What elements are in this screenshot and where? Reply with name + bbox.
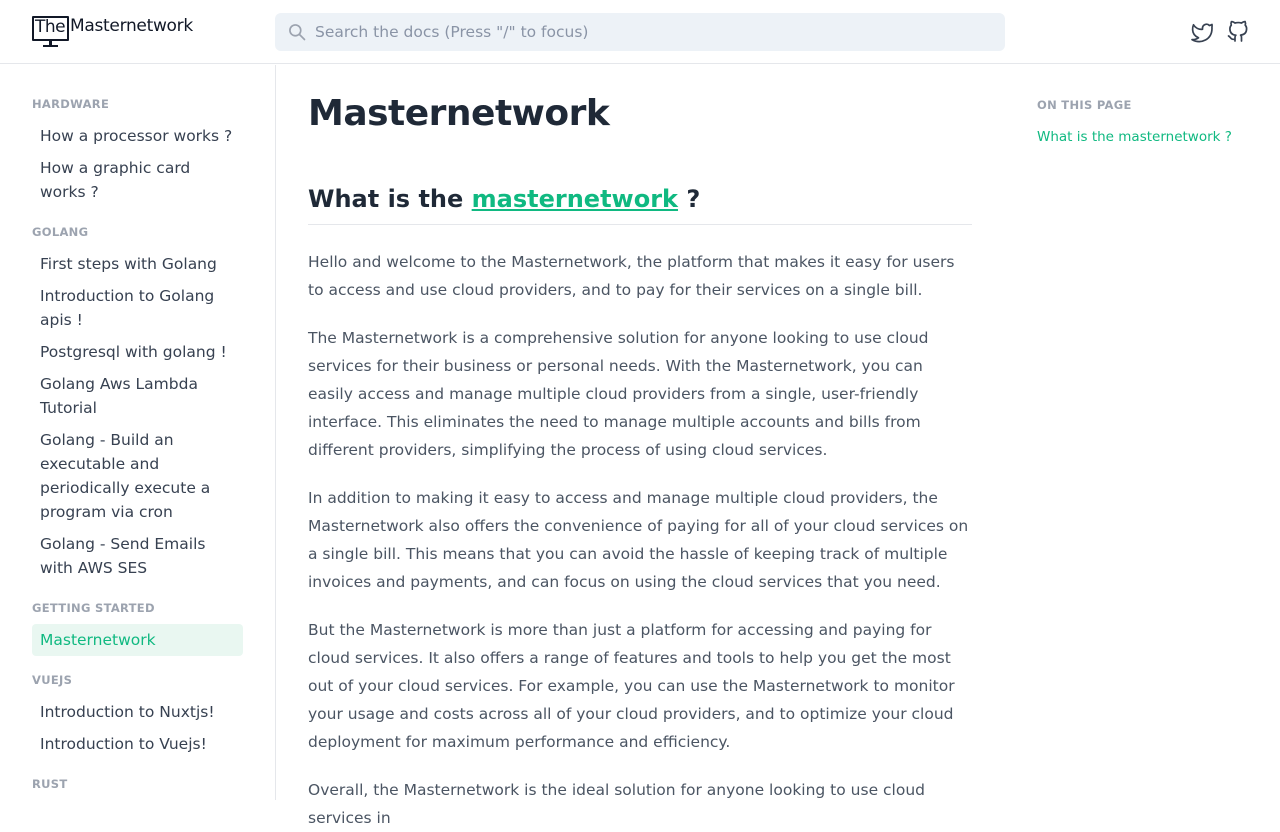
paragraph-billing: In addition to making it easy to access and manage multiple cloud providers, the Masternetwork also offers the convenience of paying for all of your cloud services on a single bill. This means that you can avoid the hassle of keeping track of multiple invoices and payments, and can focus on using the cloud services that you need. [308,489,969,591]
sidebar-item-golang-ses[interactable]: Golang - Send Emails with AWS SES [40,535,206,577]
logo-the-text: The [35,17,66,37]
section-heading [308,185,972,225]
on-this-page-toc [1005,65,1280,800]
sidebar-item-postgresql-golang[interactable]: Postgresql with golang ! [40,343,227,361]
sidebar-section-vuejs: VUEJS [32,673,73,687]
heading-anchor-link[interactable]: masternetwork [471,185,679,213]
top-header [0,0,1280,64]
sidebar-item-vuejs[interactable]: Introduction to Vuejs! [40,735,207,753]
search-box[interactable] [275,13,1005,51]
sidebar-item-golang-lambda[interactable]: Golang Aws Lambda Tutorial [40,375,198,417]
toc-title: ON THIS PAGE [1037,98,1132,112]
sidebar-item-golang-cron[interactable]: Golang - Build an executable and periodically execute a program via cron [40,431,211,521]
logo-wordmark: Masternetwork [70,16,193,36]
site-logo[interactable] [32,16,193,48]
paragraph-intro: Hello and welcome to the Masternetwork, the platform that makes it easy for users to access and use cloud providers, and to pay for their services on a single bill. [308,253,955,299]
sidebar-nav [0,65,276,800]
sidebar-section-hardware: HARDWARE [32,97,110,111]
search-input[interactable] [315,13,995,51]
sidebar-item-golang-apis[interactable]: Introduction to Golang apis ! [40,287,215,329]
sidebar-item-nuxtjs[interactable]: Introduction to Nuxtjs! [40,703,215,721]
toc-link-what-is[interactable]: What is the masternetwork ? [1037,129,1232,145]
sidebar-section-golang: GOLANG [32,225,89,239]
heading-prefix: What is the [308,185,472,213]
paragraph-overall: Overall, the Masternetwork is the ideal solution for anyone looking to use cloud services in [308,781,926,827]
main-content [308,65,972,827]
sidebar-section-getting-started: GETTING STARTED [32,601,155,615]
monitor-logo-icon [32,16,70,48]
sidebar-item-first-steps-golang[interactable]: First steps with Golang [40,255,217,273]
paragraph-features: But the Masternetwork is more than just a platform for accessing and paying for cloud services. It also offers a range of features and tools to help you get the most out of your cloud services. For example, you can use the Masternetwork to monitor your usage and costs across all of your cloud providers, and to optimize your cloud deployment for maximum performance and efficiency. [308,621,955,751]
search-icon [287,22,307,42]
sidebar-item-masternetwork[interactable]: Masternetwork [32,624,243,656]
heading-suffix: ? [678,185,701,213]
sidebar-item-graphic-card[interactable]: How a graphic card works ? [40,159,191,201]
github-icon[interactable] [1226,20,1250,44]
page-title: Masternetwork [308,93,610,134]
paragraph-solution: The Masternetwork is a comprehensive solution for anyone looking to use cloud services for their business or personal needs. With the Masternetwork, you can easily access and manage multiple cloud providers from a single, user-friendly interface. This eliminates the need to manage multiple accounts and bills from different providers, simplifying the process of using cloud services. [308,329,929,459]
sidebar-item-processor[interactable]: How a processor works ? [40,127,233,145]
sidebar-section-rust: RUST [32,777,68,791]
twitter-icon[interactable] [1190,20,1214,44]
